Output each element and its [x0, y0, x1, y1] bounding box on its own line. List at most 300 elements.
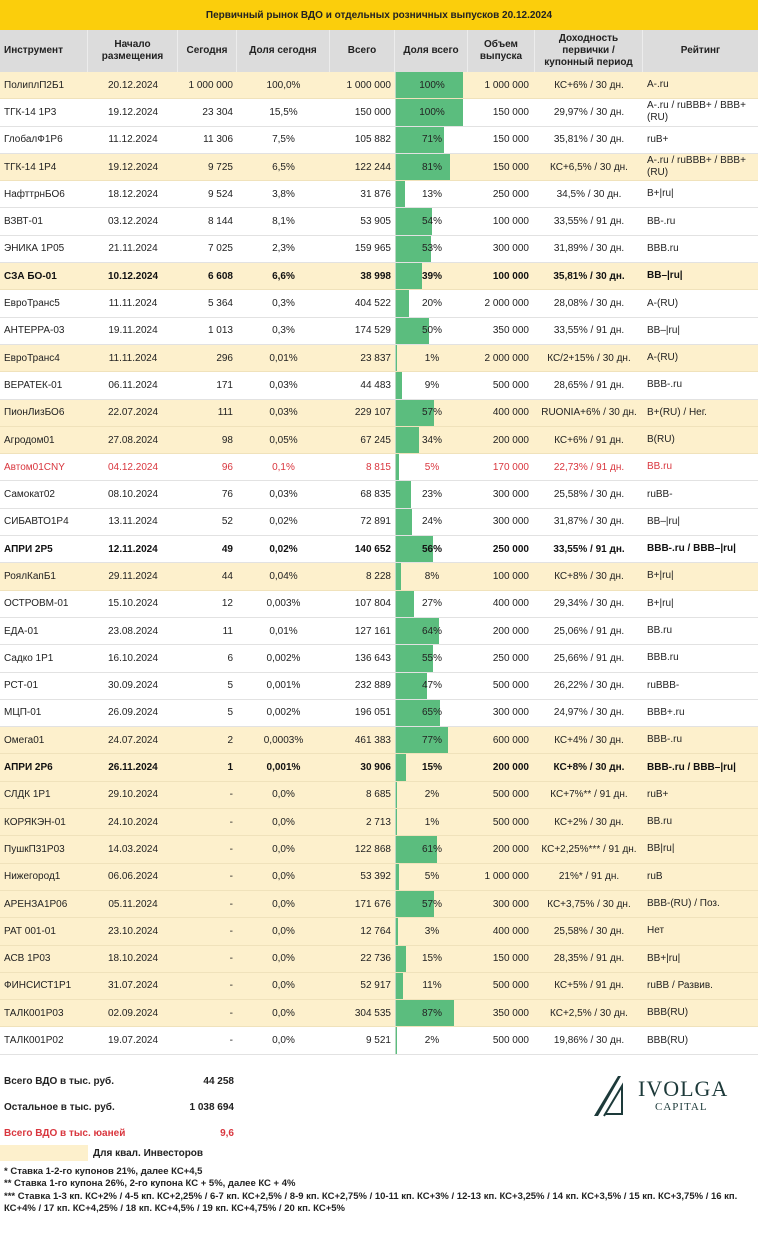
- cell-share-total: 5%: [395, 864, 468, 890]
- cell-total: 22 736: [360, 953, 391, 965]
- cell-volume: 400 000: [492, 598, 529, 610]
- cell-total: 127 161: [354, 625, 391, 637]
- table-row: [0, 345, 758, 372]
- cell-share-total: 1%: [395, 809, 468, 835]
- cell-volume: 150 000: [492, 106, 529, 118]
- cell-today: -: [229, 789, 233, 801]
- cell-volume: 2 000 000: [484, 352, 529, 364]
- cell-share-total: 56%: [395, 536, 468, 562]
- cell-yield: КС+5% / 91 дн.: [554, 980, 624, 992]
- cell-start: 11.11.2024: [108, 352, 158, 364]
- cell-share-total: 65%: [395, 700, 468, 726]
- cell-share-today: 0,003%: [266, 598, 301, 610]
- cell-instrument: Самокат02: [4, 489, 55, 501]
- cell-yield: КС+4% / 30 дн.: [554, 734, 624, 746]
- table-row: [0, 318, 758, 345]
- cell-start: 24.07.2024: [107, 734, 159, 746]
- cell-rating: BB+|ru|: [647, 952, 681, 964]
- cell-rating: ruB+: [647, 133, 669, 145]
- cell-today: 6 608: [207, 270, 233, 282]
- share-bar: [396, 809, 397, 835]
- cell-share-total: 15%: [395, 754, 468, 780]
- table-row: [0, 127, 758, 154]
- col-header-instrument: Инструмент: [0, 30, 88, 72]
- cell-total: 38 998: [360, 270, 391, 282]
- cell-yield: 31,89% / 30 дн.: [553, 243, 625, 255]
- cell-share-today: 7,5%: [272, 134, 295, 146]
- cell-share-today: 0,0%: [272, 925, 295, 937]
- cell-today: 52: [221, 516, 233, 528]
- cell-instrument: РоялКапБ1: [4, 570, 56, 582]
- logo-sub: CAPITAL: [655, 1101, 708, 1113]
- cell-total: 8 685: [365, 789, 391, 801]
- cell-share-today: 0,1%: [272, 461, 295, 473]
- cell-rating: BBB(RU): [647, 1034, 689, 1046]
- cell-share-total: 57%: [395, 891, 468, 917]
- cell-rating: ruBB / Развив.: [647, 979, 713, 991]
- cell-share-total: 1%: [395, 345, 468, 371]
- cell-today: 1: [227, 762, 233, 774]
- cell-yield: 28,35% / 91 дн.: [553, 953, 625, 965]
- cell-share-total: 57%: [395, 400, 468, 426]
- footnote-2: ** Ставка 1-го купона 26%, 2-го купона КС + 5%, далее КС + 4%: [4, 1178, 296, 1190]
- cell-total: 53 905: [360, 216, 391, 228]
- cell-total: 2 713: [365, 816, 391, 828]
- cell-yield: КС/2+15% / 30 дн.: [547, 352, 631, 364]
- cell-yield: 25,58% / 30 дн.: [553, 925, 625, 937]
- cell-start: 05.11.2024: [108, 898, 158, 910]
- cell-instrument: АСВ 1Р03: [4, 953, 51, 965]
- cell-yield: КС+6,5% / 30 дн.: [550, 161, 628, 173]
- col-header-total: Всего: [330, 30, 395, 72]
- col-header-volume: Объем выпуска: [468, 30, 535, 72]
- cell-rating: BB–|ru|: [647, 515, 680, 527]
- cell-yield: 24,97% / 30 дн.: [553, 707, 625, 719]
- cell-share-total: 24%: [395, 509, 468, 535]
- cell-instrument: АПРИ 2Р5: [4, 543, 53, 555]
- cell-share-today: 0,002%: [266, 652, 301, 664]
- cell-today: -: [229, 1035, 233, 1047]
- table-row: [0, 809, 758, 836]
- ivolga-triangle-logo-icon: [592, 1072, 636, 1118]
- cell-instrument: ЭНИКА 1Р05: [4, 243, 65, 255]
- share-bar: [396, 181, 405, 207]
- cell-share-today: 0,0%: [272, 871, 295, 883]
- cell-share-today: 0,03%: [269, 379, 298, 391]
- share-bar: [396, 263, 422, 289]
- cell-instrument: ТГК-14 1Р3: [4, 106, 57, 118]
- cell-instrument: МЦП-01: [4, 707, 42, 719]
- cell-volume: 500 000: [492, 816, 529, 828]
- cell-share-today: 6,5%: [272, 161, 295, 173]
- cell-volume: 500 000: [492, 1035, 529, 1047]
- table-row: [0, 673, 758, 700]
- table-row: [0, 427, 758, 454]
- cell-share-total: 23%: [395, 481, 468, 507]
- cell-total: 122 244: [354, 161, 391, 173]
- cell-rating: B(RU): [647, 434, 675, 445]
- cell-share-today: 0,02%: [269, 516, 298, 528]
- cell-start: 11.11.2024: [108, 298, 158, 310]
- share-bar: [396, 563, 401, 589]
- cell-yield: КС+2% / 30 дн.: [554, 816, 624, 828]
- cell-start: 19.12.2024: [107, 106, 159, 118]
- cell-share-total: 64%: [395, 618, 468, 644]
- cell-instrument: Омега01: [4, 734, 45, 746]
- cell-share-total: 100%: [395, 99, 468, 125]
- cell-volume: 100 000: [492, 570, 529, 582]
- cell-volume: 200 000: [492, 762, 529, 774]
- cell-yield: 26,22% / 30 дн.: [553, 680, 625, 692]
- cell-share-today: 0,0%: [272, 1007, 295, 1019]
- share-bar: [396, 372, 402, 398]
- cell-share-today: 0,0%: [272, 898, 295, 910]
- cell-rating: BBB.ru: [647, 652, 679, 664]
- cell-yield: 33,55% / 91 дн.: [553, 543, 625, 555]
- cell-total: 150 000: [354, 106, 391, 118]
- cell-share-today: 0,0%: [272, 980, 295, 992]
- cell-today: -: [229, 816, 233, 828]
- cell-share-today: 0,05%: [269, 434, 298, 446]
- cell-start: 19.11.2024: [108, 325, 158, 337]
- cell-instrument: ВЗВТ-01: [4, 216, 43, 228]
- cell-yield: 22,73% / 91 дн.: [553, 461, 625, 473]
- cell-instrument: РАТ 001-01: [4, 925, 56, 937]
- cell-total: 8 228: [365, 570, 391, 582]
- cell-total: 174 529: [354, 325, 391, 337]
- cell-start: 11.12.2024: [108, 134, 158, 146]
- table-row: [0, 1000, 758, 1027]
- cell-rating: B+|ru|: [647, 188, 674, 200]
- cell-instrument: ПолиплП2Б1: [4, 79, 65, 91]
- cell-start: 04.12.2024: [107, 461, 159, 473]
- cell-volume: 150 000: [492, 134, 529, 146]
- cell-share-today: 0,03%: [269, 407, 298, 419]
- cell-start: 02.09.2024: [107, 1007, 159, 1019]
- cell-instrument: ПушкП31Р03: [4, 843, 65, 855]
- cell-volume: 400 000: [492, 925, 529, 937]
- cell-rating: ruBB-: [647, 488, 673, 500]
- page-title: Первичный рынок ВДО и отдельных розничных выпусков 20.12.2024: [0, 0, 758, 30]
- table-row: [0, 946, 758, 973]
- share-bar: [396, 1027, 397, 1053]
- cell-instrument: АРЕНЗА1Р06: [4, 898, 68, 910]
- cell-today: 1 000 000: [188, 79, 233, 91]
- cell-start: 18.12.2024: [107, 188, 159, 200]
- cell-total: 72 891: [360, 516, 391, 528]
- cell-rating: A-(RU): [647, 352, 679, 364]
- cell-volume: 500 000: [492, 980, 529, 992]
- cell-total: 136 643: [354, 652, 391, 664]
- share-bar: [396, 345, 397, 371]
- table-row: [0, 1027, 758, 1054]
- cell-today: 111: [217, 407, 233, 419]
- cell-share-total: 61%: [395, 836, 468, 862]
- summary-value: 44 258: [203, 1075, 234, 1087]
- cell-total: 404 522: [354, 298, 391, 310]
- cell-share-total: 8%: [395, 563, 468, 589]
- cell-rating: BB|ru|: [647, 843, 675, 855]
- cell-volume: 300 000: [492, 898, 529, 910]
- cell-share-today: 0,002%: [266, 707, 301, 719]
- cell-volume: 2 000 000: [484, 298, 529, 310]
- cell-start: 27.08.2024: [107, 434, 159, 446]
- cell-instrument: КОРЯКЭН-01: [4, 816, 66, 828]
- summary-vdo-cny: [0, 1120, 300, 1146]
- cell-volume: 170 000: [492, 461, 529, 473]
- summary-block: [0, 1068, 300, 1146]
- cell-share-total: 81%: [395, 154, 468, 180]
- cell-rating: B+|ru|: [647, 570, 674, 582]
- cell-share-total: 55%: [395, 645, 468, 671]
- cell-today: 5: [227, 680, 233, 692]
- cell-yield: КС+3,75% / 30 дн.: [547, 898, 631, 910]
- cell-volume: 350 000: [492, 325, 529, 337]
- cell-yield: КС+6% / 30 дн.: [554, 79, 624, 91]
- summary-label: Остальное в тыс. руб.: [4, 1101, 115, 1113]
- cell-share-total: 71%: [395, 127, 468, 153]
- cell-volume: 600 000: [492, 734, 529, 746]
- cell-share-today: 8,1%: [272, 216, 295, 228]
- table-row: [0, 181, 758, 208]
- cell-share-today: 0,0%: [272, 953, 295, 965]
- cell-today: -: [229, 843, 233, 855]
- cell-start: 30.09.2024: [107, 680, 159, 692]
- cell-today: 11: [222, 625, 233, 637]
- table-row: [0, 836, 758, 863]
- cell-total: 122 868: [354, 843, 391, 855]
- share-bar: [396, 946, 406, 972]
- cell-start: 08.10.2024: [107, 489, 159, 501]
- cell-yield: 28,65% / 91 дн.: [553, 379, 625, 391]
- cell-rating: B+(RU) / Нег.: [647, 406, 707, 418]
- cell-rating: BB–|ru|: [647, 270, 683, 282]
- cell-share-total: 87%: [395, 1000, 468, 1026]
- cell-instrument: ФИНСИСТ1Р1: [4, 980, 72, 992]
- cell-instrument: ЕДА-01: [4, 625, 39, 637]
- cell-total: 304 535: [354, 1007, 391, 1019]
- cell-instrument: ТАЛК001Р02: [4, 1035, 64, 1047]
- cell-volume: 250 000: [492, 652, 529, 664]
- summary-label: Всего ВДО в тыс. юаней: [4, 1127, 126, 1139]
- cell-yield: 33,55% / 91 дн.: [553, 216, 625, 228]
- cell-today: 49: [221, 543, 233, 555]
- footnote-3: *** Ставка 1-3 кп. КС+2% / 4-5 кп. КС+2,25% / 6-7 кп. КС+2,5% / 8-9 кп. КС+2,75% / 10-11 кп. КС+3% / 12-13 кп. КС+3,25% / 14 кп. КС+3,5% / 15 кп. КС+3,75% / 16 кп. КС+4% / 17 кп. КС+4,25% / 18 кп. КС+4,5% / 19 кп. КС+4,75% / 20 кп. КС+5%: [4, 1190, 738, 1214]
- cell-rating: BBB-(RU) / Поз.: [647, 898, 720, 910]
- cell-volume: 150 000: [492, 953, 529, 965]
- cell-rating: BB.ru: [647, 625, 673, 637]
- table-row: [0, 99, 758, 126]
- cell-total: 159 965: [354, 243, 391, 255]
- cell-share-today: 100,0%: [266, 79, 301, 91]
- cell-today: 171: [216, 379, 233, 391]
- cell-share-today: 0,0003%: [263, 734, 304, 746]
- table-row: [0, 782, 758, 809]
- cell-start: 12.11.2024: [108, 543, 158, 555]
- cell-instrument: ТАЛК001Р03: [4, 1007, 64, 1019]
- cell-start: 23.10.2024: [107, 925, 159, 937]
- cell-share-today: 0,01%: [269, 625, 298, 637]
- cell-volume: 250 000: [492, 543, 529, 555]
- col-header-today: Сегодня: [178, 30, 237, 72]
- cell-volume: 1 000 000: [484, 871, 529, 883]
- table-row: [0, 263, 758, 290]
- cell-share-total: 2%: [395, 1027, 468, 1053]
- table-row: [0, 973, 758, 1000]
- cell-share-total: 13%: [395, 181, 468, 207]
- cell-start: 10.12.2024: [107, 270, 159, 282]
- cell-yield: 33,55% / 91 дн.: [553, 325, 625, 337]
- cell-yield: КС+8% / 30 дн.: [553, 762, 625, 774]
- table-row: [0, 864, 758, 891]
- cell-start: 15.10.2024: [107, 598, 159, 610]
- cell-share-today: 0,3%: [272, 298, 295, 310]
- cell-instrument: Автом01CNY: [4, 461, 65, 473]
- cell-share-today: 0,001%: [266, 680, 301, 692]
- cell-today: 23 304: [202, 106, 233, 118]
- cell-total: 1 000 000: [346, 79, 391, 91]
- cell-today: 9 524: [207, 188, 233, 200]
- cell-instrument: ЕвроТранс4: [4, 352, 60, 364]
- table-row: [0, 509, 758, 536]
- cell-today: 98: [221, 434, 233, 446]
- cell-rating: BBB-.ru: [647, 379, 683, 391]
- cell-total: 12 764: [360, 925, 391, 937]
- cell-start: 24.10.2024: [107, 816, 159, 828]
- cell-volume: 200 000: [492, 625, 529, 637]
- table-body: [0, 72, 758, 1055]
- share-bar: [396, 454, 399, 480]
- cell-start: 21.11.2024: [108, 243, 158, 255]
- cell-start: 31.07.2024: [107, 980, 159, 992]
- cell-yield: 25,66% / 91 дн.: [553, 652, 625, 664]
- table-row: [0, 236, 758, 263]
- table-row: [0, 727, 758, 754]
- cell-instrument: НафттрнБО6: [4, 188, 65, 200]
- cell-today: -: [229, 871, 233, 883]
- cell-rating: BB.ru: [647, 461, 673, 473]
- cell-share-today: 2,3%: [272, 243, 295, 255]
- cell-share-total: 53%: [395, 236, 468, 262]
- cell-instrument: СИБАВТО1Р4: [4, 516, 69, 528]
- cell-volume: 300 000: [492, 489, 529, 501]
- share-bar: [396, 427, 419, 453]
- cell-instrument: Садко 1Р1: [4, 652, 54, 664]
- summary-other-rub: [0, 1094, 300, 1120]
- summary-value: 1 038 694: [189, 1101, 234, 1113]
- col-header-rating: Рейтинг: [680, 45, 721, 56]
- cell-rating: A-.ru / ruBBB+ / BBB+(RU): [647, 155, 746, 179]
- bonds-table: [0, 30, 758, 1055]
- summary-value: 9,6: [220, 1127, 234, 1139]
- cell-total: 44 483: [360, 379, 391, 391]
- cell-start: 20.12.2024: [107, 79, 159, 91]
- cell-share-today: 0,3%: [272, 325, 295, 337]
- legend-qual-label: Для квал. Инвесторов: [93, 1147, 204, 1159]
- cell-total: 8 815: [365, 461, 391, 473]
- cell-instrument: Агродом01: [4, 434, 55, 446]
- share-bar: [396, 509, 412, 535]
- cell-rating: A-(RU): [647, 297, 679, 309]
- table-row: [0, 591, 758, 618]
- cell-total: 140 652: [354, 543, 391, 555]
- cell-share-today: 0,0%: [272, 843, 295, 855]
- cell-today: 5: [227, 707, 233, 719]
- cell-rating: Нет: [647, 925, 665, 937]
- cell-volume: 200 000: [492, 843, 529, 855]
- cell-volume: 300 000: [492, 243, 529, 255]
- cell-start: 16.10.2024: [107, 652, 159, 664]
- cell-total: 67 245: [360, 434, 391, 446]
- cell-instrument: РСТ-01: [4, 680, 39, 692]
- cell-rating: BB-.ru: [647, 215, 676, 227]
- share-bar: [396, 864, 399, 890]
- cell-share-total: 39%: [395, 263, 468, 289]
- share-bar: [396, 973, 403, 999]
- cell-yield: КС+2,5% / 30 дн.: [550, 1007, 628, 1019]
- cell-share-total: 5%: [395, 454, 468, 480]
- cell-today: 1 013: [207, 325, 233, 337]
- cell-start: 26.09.2024: [107, 707, 159, 719]
- table-row: [0, 400, 758, 427]
- cell-instrument: ГлобалФ1Р6: [4, 134, 63, 146]
- cell-share-today: 0,001%: [266, 762, 301, 774]
- cell-yield: 21%* / 91 дн.: [558, 871, 620, 883]
- cell-start: 29.10.2024: [107, 789, 159, 801]
- cell-share-total: 47%: [395, 673, 468, 699]
- cell-share-total: 50%: [395, 318, 468, 344]
- table-row: [0, 891, 758, 918]
- cell-start: 29.11.2024: [108, 570, 158, 582]
- share-bar: [396, 591, 414, 617]
- cell-volume: 150 000: [492, 161, 529, 173]
- legend: [0, 1144, 203, 1162]
- col-header-share-total: Доля всего: [395, 30, 468, 72]
- cell-start: 18.10.2024: [107, 953, 159, 965]
- cell-rating: BB.ru: [647, 816, 673, 828]
- cell-share-today: 15,5%: [269, 106, 298, 118]
- cell-today: 96: [221, 461, 233, 473]
- cell-share-total: 11%: [395, 973, 468, 999]
- logo-brand: IVOLGA: [638, 1076, 729, 1101]
- cell-yield: КС+2,25%*** / 91 дн.: [541, 843, 637, 855]
- cell-yield: 35,81% / 30 дн.: [553, 270, 625, 282]
- cell-start: 14.03.2024: [107, 843, 159, 855]
- cell-yield: 34,5% / 30 дн.: [556, 188, 622, 200]
- cell-rating: A-.ru: [647, 79, 669, 91]
- cell-share-today: 6,6%: [272, 270, 295, 282]
- cell-share-today: 0,02%: [269, 543, 298, 555]
- cell-instrument: СЛДК 1Р1: [4, 789, 51, 801]
- cell-today: 6: [227, 652, 233, 664]
- cell-today: 296: [216, 352, 233, 364]
- cell-yield: 29,34% / 30 дн.: [553, 598, 625, 610]
- cell-volume: 500 000: [492, 789, 529, 801]
- cell-share-total: 27%: [395, 591, 468, 617]
- cell-volume: 300 000: [492, 707, 529, 719]
- cell-start: 22.07.2024: [107, 407, 159, 419]
- cell-share-today: 0,0%: [272, 789, 295, 801]
- table-row: [0, 154, 758, 181]
- table-row: [0, 454, 758, 481]
- cell-instrument: ЕвроТранс5: [4, 298, 60, 310]
- cell-total: 23 837: [360, 352, 391, 364]
- cell-total: 52 917: [360, 980, 391, 992]
- table-row: [0, 563, 758, 590]
- table-row: [0, 700, 758, 727]
- share-bar: [396, 918, 398, 944]
- table-row: [0, 536, 758, 563]
